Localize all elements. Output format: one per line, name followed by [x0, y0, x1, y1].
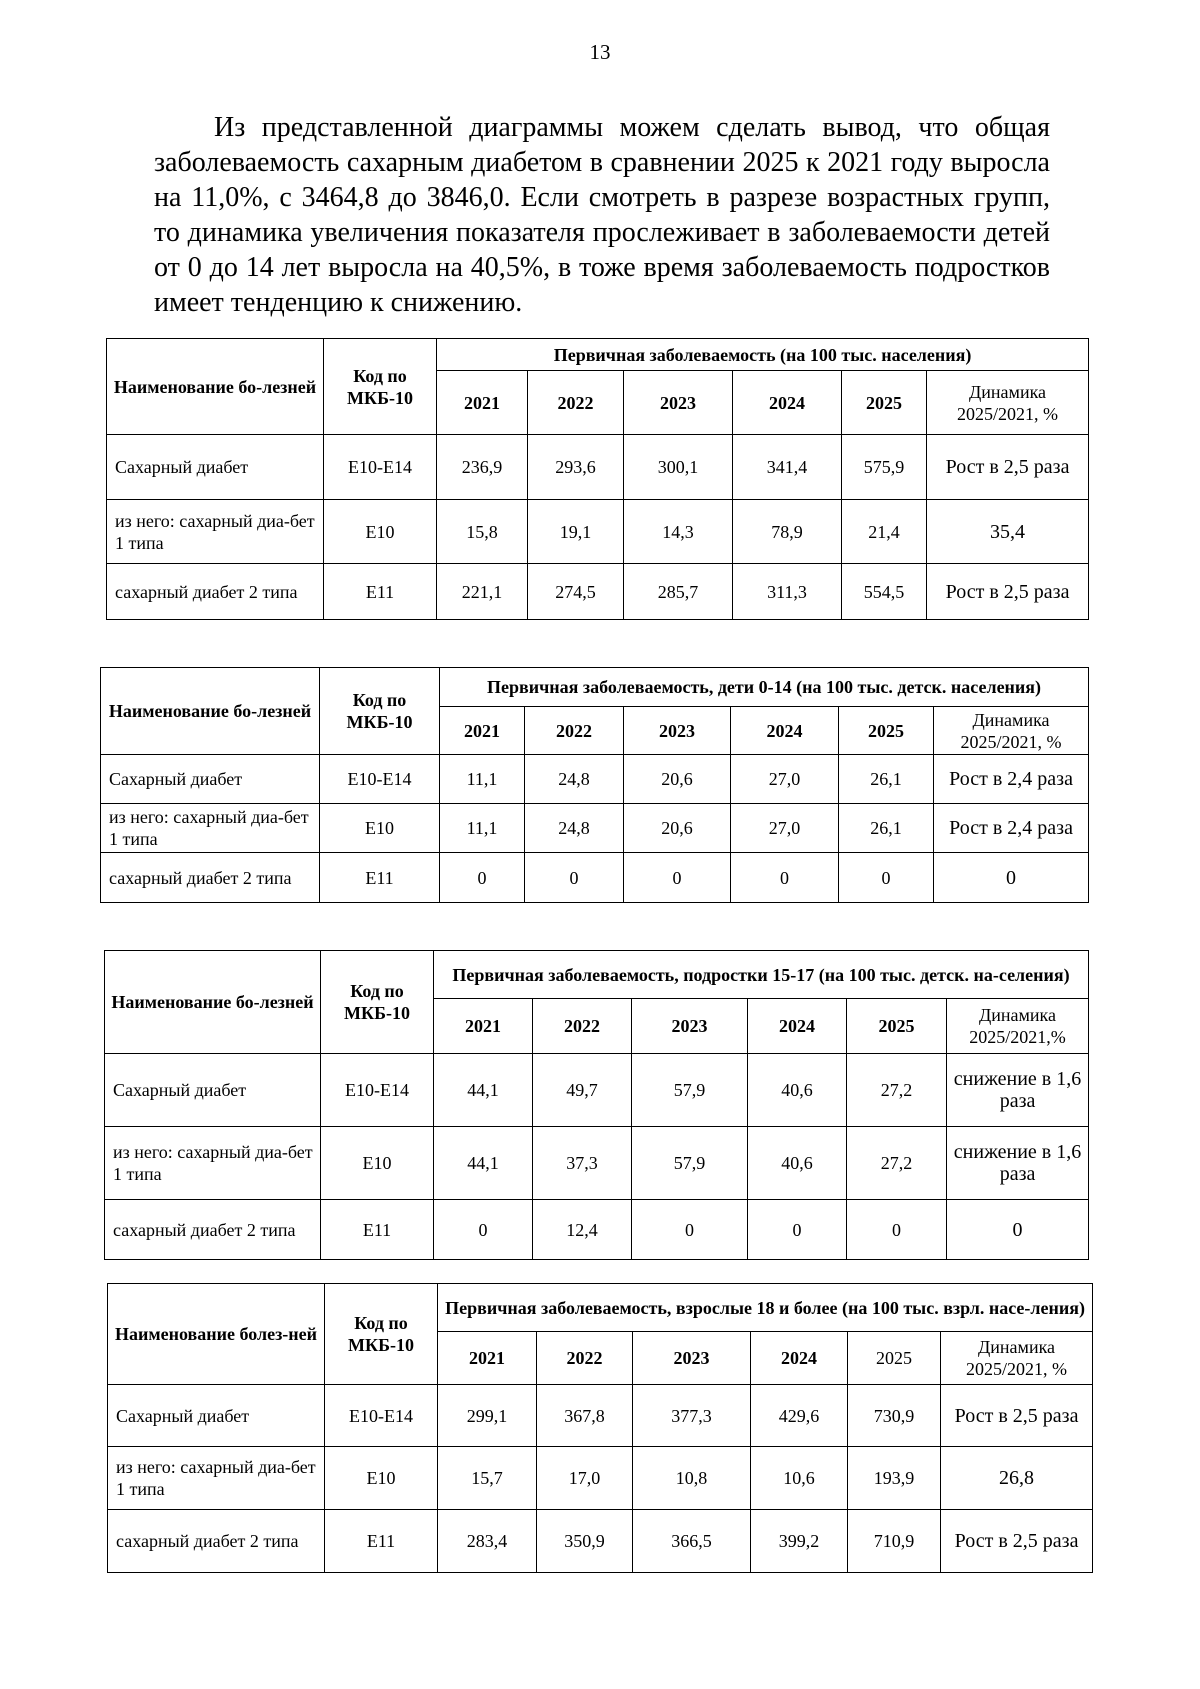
dynamics-cell: Рост в 2,4 раза	[934, 755, 1089, 804]
value-cell: 236,9	[437, 435, 528, 500]
table-row	[108, 1385, 1093, 1447]
year-header: 2025	[839, 707, 934, 755]
year-header: 2021	[438, 1332, 537, 1385]
disease-name: из него: сахарный диа-бет 1 типа	[101, 804, 320, 853]
page-number: 13	[589, 40, 611, 64]
table-row	[101, 755, 1089, 804]
group-header: Первичная заболеваемость, дети 0-14 (на 100 тыс. детск. населения)	[440, 668, 1089, 707]
table-row	[101, 853, 1089, 903]
table-row	[101, 804, 1089, 853]
icd-code: E10	[321, 1127, 434, 1200]
value-cell: 0	[839, 853, 934, 903]
value-cell: 20,6	[624, 755, 731, 804]
value-cell: 12,4	[533, 1200, 632, 1260]
dynamics-header: Динамика 2025/2021, %	[927, 371, 1089, 435]
value-cell: 221,1	[437, 564, 528, 620]
icd-code: E10	[320, 804, 440, 853]
year-header: 2021	[434, 999, 533, 1054]
disease-name: из него: сахарный диа-бет 1 типа	[105, 1127, 321, 1200]
table-row	[105, 1200, 1089, 1260]
icd-code: E10	[325, 1447, 438, 1510]
incidence-table-adolescents	[104, 950, 1089, 1260]
year-header: 2023	[624, 707, 731, 755]
value-cell: 0	[847, 1200, 947, 1260]
incidence-table-general	[106, 338, 1089, 620]
value-cell: 78,9	[733, 500, 842, 564]
dynamics-cell: 26,8	[941, 1447, 1093, 1510]
dynamics-cell: Рост в 2,5 раза	[927, 564, 1089, 620]
value-cell: 377,3	[633, 1385, 751, 1447]
value-cell: 10,6	[751, 1447, 848, 1510]
disease-name: из него: сахарный диа-бет 1 типа	[108, 1447, 325, 1510]
code-header: Код по МКБ-10	[321, 951, 434, 1054]
name-header: Наименование бо-лезней	[101, 668, 320, 755]
dynamics-cell: снижение в 1,6 раза	[947, 1054, 1089, 1127]
value-cell: 429,6	[751, 1385, 848, 1447]
value-cell: 0	[525, 853, 624, 903]
table-row	[108, 1447, 1093, 1510]
value-cell: 40,6	[748, 1054, 847, 1127]
value-cell: 350,9	[537, 1510, 633, 1573]
dynamics-cell: Рост в 2,5 раза	[941, 1510, 1093, 1573]
table-row	[107, 564, 1089, 620]
year-header: 2022	[528, 371, 624, 435]
code-header: Код по МКБ-10	[325, 1284, 438, 1385]
disease-name: Сахарный диабет	[107, 435, 324, 500]
group-header: Первичная заболеваемость, подростки 15-17 (на 100 тыс. детск. на-селения)	[434, 951, 1089, 999]
value-cell: 44,1	[434, 1127, 533, 1200]
value-cell: 300,1	[624, 435, 733, 500]
value-cell: 57,9	[632, 1054, 748, 1127]
dynamics-cell: снижение в 1,6 раза	[947, 1127, 1089, 1200]
value-cell: 285,7	[624, 564, 733, 620]
value-cell: 11,1	[440, 755, 525, 804]
icd-code: E10-E14	[324, 435, 437, 500]
disease-name: Сахарный диабет	[105, 1054, 321, 1127]
value-cell: 37,3	[533, 1127, 632, 1200]
year-header: 2025	[847, 999, 947, 1054]
value-cell: 710,9	[848, 1510, 941, 1573]
dynamics-cell: 35,4	[927, 500, 1089, 564]
disease-name: сахарный диабет 2 типа	[108, 1510, 325, 1573]
value-cell: 27,2	[847, 1054, 947, 1127]
value-cell: 341,4	[733, 435, 842, 500]
icd-code: E11	[325, 1510, 438, 1573]
value-cell: 399,2	[751, 1510, 848, 1573]
group-header: Первичная заболеваемость (на 100 тыс. населения)	[437, 339, 1089, 371]
value-cell: 311,3	[733, 564, 842, 620]
dynamics-cell: Рост в 2,4 раза	[934, 804, 1089, 853]
year-header: 2024	[748, 999, 847, 1054]
disease-name: сахарный диабет 2 типа	[105, 1200, 321, 1260]
icd-code: E10-E14	[320, 755, 440, 804]
value-cell: 14,3	[624, 500, 733, 564]
value-cell: 274,5	[528, 564, 624, 620]
value-cell: 575,9	[842, 435, 927, 500]
value-cell: 26,1	[839, 804, 934, 853]
value-cell: 21,4	[842, 500, 927, 564]
value-cell: 193,9	[848, 1447, 941, 1510]
value-cell: 0	[748, 1200, 847, 1260]
year-header: 2022	[533, 999, 632, 1054]
year-header: 2021	[437, 371, 528, 435]
value-cell: 366,5	[633, 1510, 751, 1573]
table-row	[107, 435, 1089, 500]
value-cell: 293,6	[528, 435, 624, 500]
value-cell: 15,8	[437, 500, 528, 564]
name-header: Наименование болез-ней	[108, 1284, 325, 1385]
intro-paragraph: Из представленной диаграммы можем сделать вывод, что общая заболеваемость сахарным диабетом в сравнении 2025 к 2021 году выросла на 11,0%, с 3464,8 до 3846,0. Если смотреть в разрезе возрастных групп, то динамика увеличения показателя прослеживает в заболеваемости детей от 0 до 14 лет выросла на 40,5%, в тоже время заболеваемость подростков имеет тенденцию к снижению.	[154, 112, 1050, 318]
year-header: 2023	[632, 999, 748, 1054]
incidence-table-adults	[107, 1283, 1093, 1573]
value-cell: 0	[731, 853, 839, 903]
year-header: 2024	[751, 1332, 848, 1385]
dynamics-cell: 0	[947, 1200, 1089, 1260]
icd-code: E11	[324, 564, 437, 620]
value-cell: 0	[434, 1200, 533, 1260]
incidence-table-children	[100, 667, 1089, 903]
dynamics-header: Динамика 2025/2021, %	[941, 1332, 1093, 1385]
icd-code: E11	[320, 853, 440, 903]
value-cell: 27,2	[847, 1127, 947, 1200]
year-header: 2023	[624, 371, 733, 435]
icd-code: E11	[321, 1200, 434, 1260]
table-row	[105, 1054, 1089, 1127]
year-header: 2024	[733, 371, 842, 435]
value-cell: 0	[624, 853, 731, 903]
value-cell: 367,8	[537, 1385, 633, 1447]
dynamics-header: Динамика 2025/2021, %	[934, 707, 1089, 755]
code-header: Код по МКБ-10	[320, 668, 440, 755]
year-header: 2023	[633, 1332, 751, 1385]
value-cell: 0	[440, 853, 525, 903]
dynamics-cell: 0	[934, 853, 1089, 903]
value-cell: 0	[632, 1200, 748, 1260]
value-cell: 49,7	[533, 1054, 632, 1127]
dynamics-cell: Рост в 2,5 раза	[941, 1385, 1093, 1447]
value-cell: 27,0	[731, 755, 839, 804]
value-cell: 299,1	[438, 1385, 537, 1447]
value-cell: 27,0	[731, 804, 839, 853]
icd-code: E10	[324, 500, 437, 564]
table-row	[107, 500, 1089, 564]
value-cell: 44,1	[434, 1054, 533, 1127]
name-header: Наименование бо-лезней	[105, 951, 321, 1054]
icd-code: E10-E14	[321, 1054, 434, 1127]
dynamics-header: Динамика 2025/2021,%	[947, 999, 1089, 1054]
value-cell: 20,6	[624, 804, 731, 853]
disease-name: из него: сахарный диа-бет 1 типа	[107, 500, 324, 564]
value-cell: 11,1	[440, 804, 525, 853]
value-cell: 730,9	[848, 1385, 941, 1447]
year-header: 2022	[525, 707, 624, 755]
year-header: 2024	[731, 707, 839, 755]
value-cell: 10,8	[633, 1447, 751, 1510]
table-row	[108, 1510, 1093, 1573]
year-header: 2021	[440, 707, 525, 755]
disease-name: сахарный диабет 2 типа	[107, 564, 324, 620]
value-cell: 26,1	[839, 755, 934, 804]
code-header: Код по МКБ-10	[324, 339, 437, 435]
disease-name: Сахарный диабет	[108, 1385, 325, 1447]
value-cell: 17,0	[537, 1447, 633, 1510]
value-cell: 554,5	[842, 564, 927, 620]
value-cell: 24,8	[525, 755, 624, 804]
value-cell: 283,4	[438, 1510, 537, 1573]
dynamics-cell: Рост в 2,5 раза	[927, 435, 1089, 500]
name-header: Наименование бо-лезней	[107, 339, 324, 435]
table-row	[105, 1127, 1089, 1200]
year-header: 2022	[537, 1332, 633, 1385]
value-cell: 15,7	[438, 1447, 537, 1510]
disease-name: Сахарный диабет	[101, 755, 320, 804]
value-cell: 19,1	[528, 500, 624, 564]
value-cell: 40,6	[748, 1127, 847, 1200]
value-cell: 57,9	[632, 1127, 748, 1200]
value-cell: 24,8	[525, 804, 624, 853]
group-header: Первичная заболеваемость, взрослые 18 и более (на 100 тыс. взрл. насе-ления)	[438, 1284, 1093, 1332]
icd-code: E10-E14	[325, 1385, 438, 1447]
disease-name: сахарный диабет 2 типа	[101, 853, 320, 903]
year-header: 2025	[842, 371, 927, 435]
year-header: 2025	[848, 1332, 941, 1385]
